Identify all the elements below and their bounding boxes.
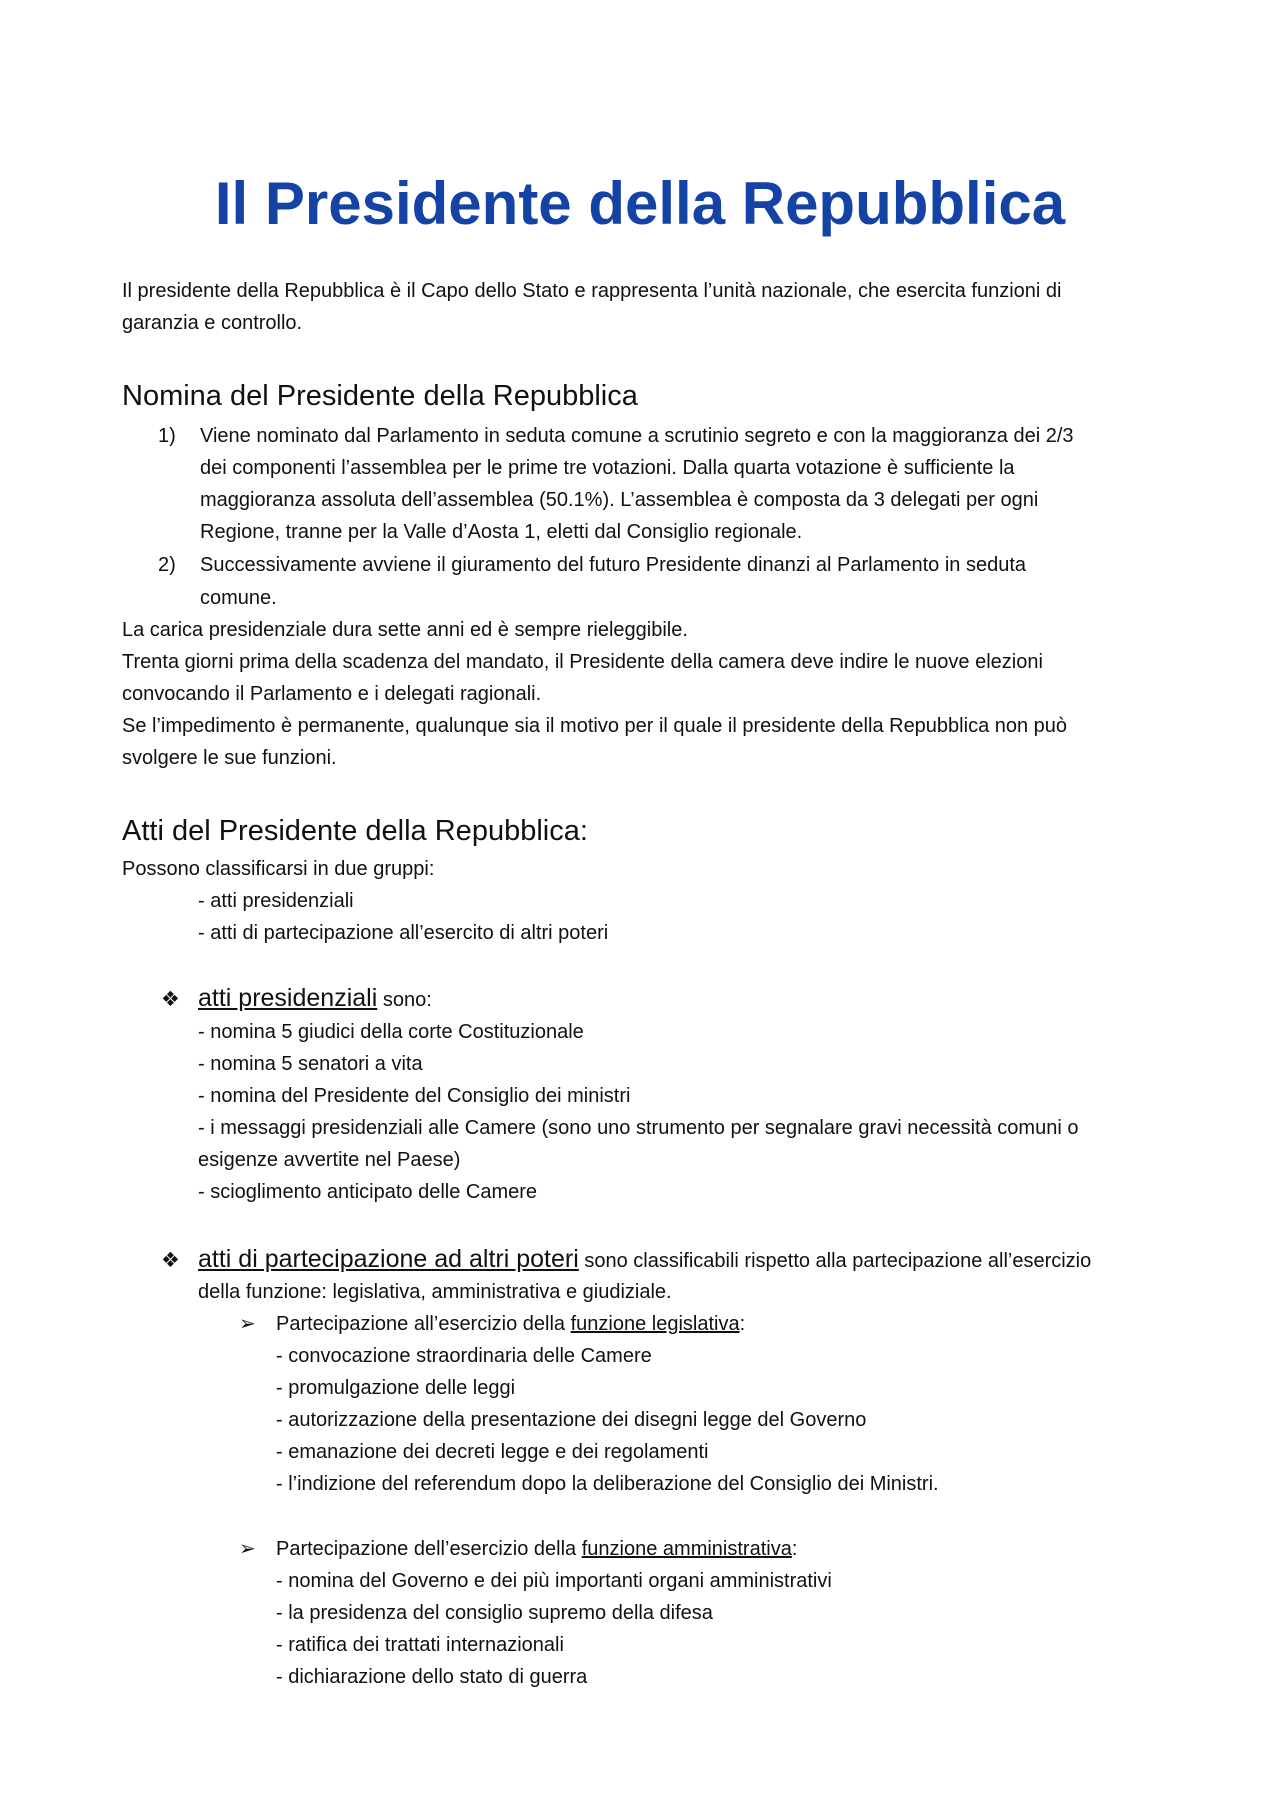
intro-line-1: Il presidente della Repubblica è il Capo dello Stato e rappresenta l’unità nazionale, che esercita funzioni di: [122, 280, 1062, 302]
list-item-1-line-2: dei componenti l’assemblea per le prime tre votazioni. Dalla quarta votazione è sufficiente la: [200, 457, 1015, 479]
list-item: - la presidenza del consiglio supremo della difesa: [276, 1602, 713, 1624]
list-item-2-line-1: Successivamente avviene il giuramento del futuro Presidente dinanzi al Parlamento in seduta: [200, 554, 1027, 576]
underlined-term: funzione legislativa: [570, 1313, 740, 1335]
list-item: - emanazione dei decreti legge e dei regolamenti: [276, 1441, 709, 1463]
page-title: Il Presidente della Repubblica: [214, 170, 1066, 237]
arrow-bullet-icon: ➢: [239, 1313, 256, 1335]
paragraph-line: La carica presidenziale dura sette anni ed è sempre rieleggibile.: [122, 619, 688, 641]
sub-heading-prefix: Partecipazione all’esercizio della: [276, 1313, 571, 1335]
arrow-bullet-icon: ➢: [239, 1538, 256, 1560]
bullet-heading-rest: sono:: [377, 989, 432, 1011]
paragraph-line: convocando il Parlamento e i delegati ragionali.: [122, 683, 542, 705]
section-heading-atti: Atti del Presidente della Repubblica:: [122, 815, 588, 847]
underlined-term: funzione amministrativa: [581, 1538, 792, 1560]
list-item: - promulgazione delle leggi: [276, 1377, 516, 1399]
list-item: esigenze avvertite nel Paese): [198, 1149, 461, 1171]
sub-heading-legislativa: [276, 1308, 745, 1341]
list-item: - nomina del Presidente del Consiglio dei ministri: [198, 1085, 631, 1107]
diamond-bullet-icon: ❖: [161, 1249, 180, 1272]
underlined-term: atti presidenziali: [198, 984, 378, 1012]
list-item-1-line-1: Viene nominato dal Parlamento in seduta comune a scrutinio segreto e con la maggioranza dei 2/3: [200, 425, 1074, 447]
sub-heading-suffix: :: [791, 1538, 798, 1560]
list-item: - i messaggi presidenziali alle Camere (sono uno strumento per segnalare gravi necessità comuni o: [198, 1117, 1079, 1139]
list-item: - nomina 5 senatori a vita: [198, 1053, 423, 1075]
paragraph-line: Trenta giorni prima della scadenza del mandato, il Presidente della camera deve indire le nuove elezioni: [122, 651, 1043, 673]
section-heading-nomina: Nomina del Presidente della Repubblica: [122, 380, 638, 412]
group-item: - atti di partecipazione all’esercito di altri poteri: [198, 922, 609, 944]
intro-line-2: garanzia e controllo.: [122, 312, 303, 334]
list-item-2-line-2: comune.: [200, 587, 277, 609]
list-item: - l’indizione del referendum dopo la deliberazione del Consiglio dei Ministri.: [276, 1473, 939, 1495]
list-marker-2: 2): [158, 554, 176, 576]
paragraph-line: svolgere le sue funzioni.: [122, 747, 337, 769]
group-item: - atti presidenziali: [198, 890, 354, 912]
sub-heading-prefix: Partecipazione dell’esercizio della: [276, 1538, 582, 1560]
bullet-heading-partecipazione: [198, 1243, 1091, 1278]
underlined-term: atti di partecipazione ad altri poteri: [198, 1245, 579, 1273]
sub-heading-amministrativa: [276, 1533, 797, 1566]
paragraph-line: Se l’impedimento è permanente, qualunque sia il motivo per il quale il presidente della Repubblica non può: [122, 715, 1068, 737]
list-item: - scioglimento anticipato delle Camere: [198, 1181, 538, 1203]
diamond-bullet-icon: ❖: [161, 988, 180, 1011]
list-item: - ratifica dei trattati internazionali: [276, 1634, 564, 1656]
bullet-heading-presidenziali: [198, 982, 432, 1017]
section-lead: Possono classificarsi in due gruppi:: [122, 858, 435, 880]
list-item-1-line-4: Regione, tranne per la Valle d’Aosta 1, eletti dal Consiglio regionale.: [200, 521, 803, 543]
list-marker-1: 1): [158, 425, 176, 447]
sub-heading-suffix: :: [739, 1313, 746, 1335]
list-item: - nomina del Governo e dei più importanti organi amministrativi: [276, 1570, 832, 1592]
list-item-1-line-3: maggioranza assoluta dell’assemblea (50.1%). L’assemblea è composta da 3 delegati per ogni: [200, 489, 1039, 511]
list-item: - convocazione straordinaria delle Camere: [276, 1345, 652, 1367]
list-item: - nomina 5 giudici della corte Costituzionale: [198, 1021, 584, 1043]
list-item: - dichiarazione dello stato di guerra: [276, 1666, 588, 1688]
bullet-heading-line-2: della funzione: legislativa, amministrativa e giudiziale.: [198, 1281, 672, 1303]
bullet-heading-rest: sono classificabili rispetto alla partecipazione all’esercizio: [578, 1250, 1092, 1272]
list-item: - autorizzazione della presentazione dei disegni legge del Governo: [276, 1409, 867, 1431]
